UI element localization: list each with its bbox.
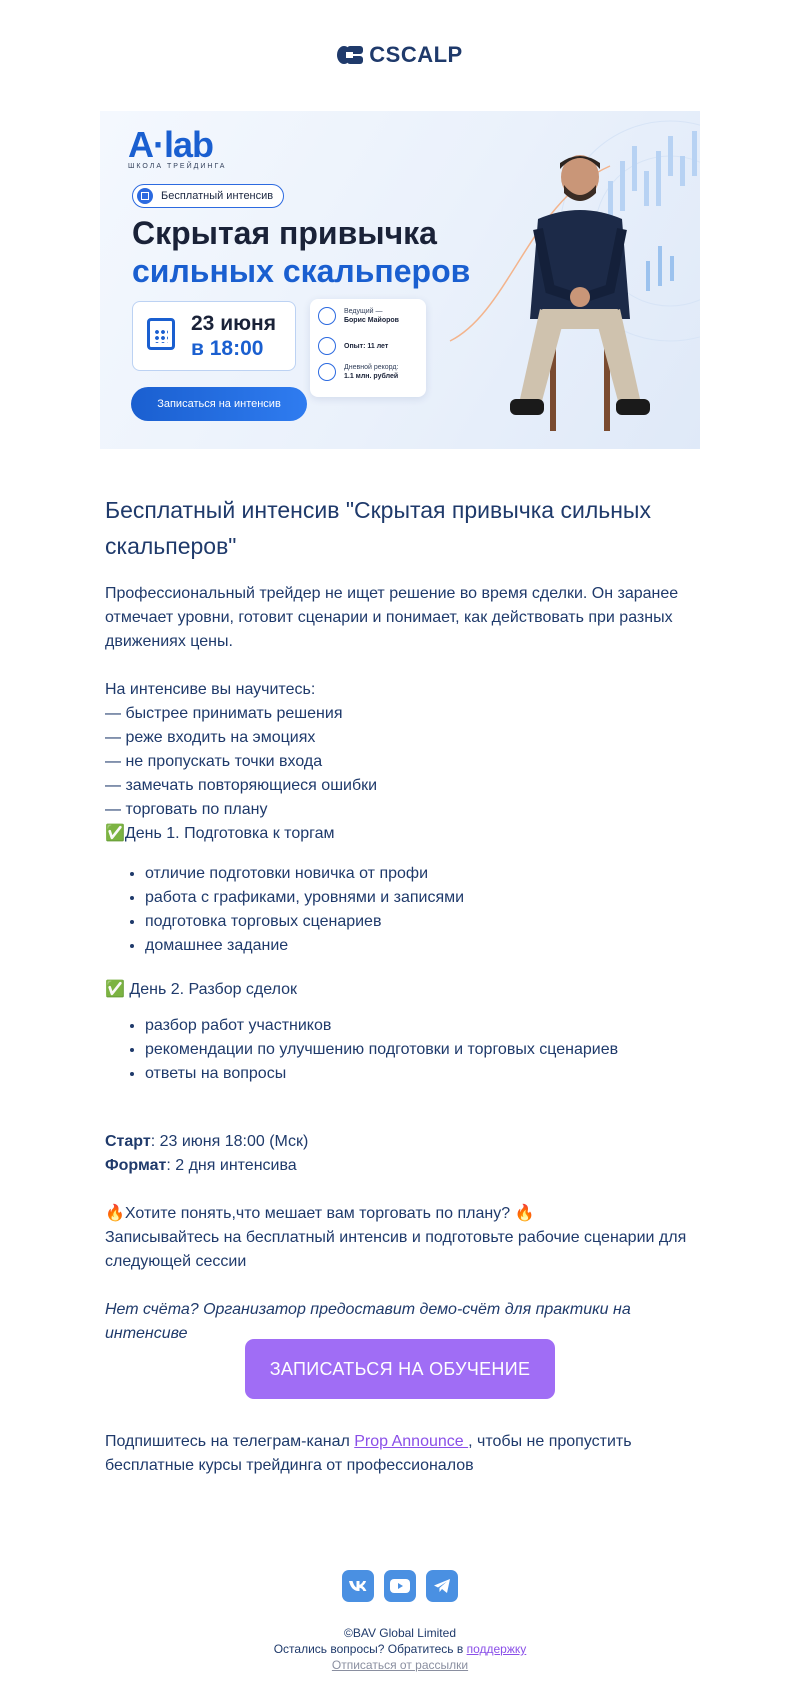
learn-item: — не пропускать точки входа <box>105 753 323 770</box>
prop-announce-link[interactable]: Prop Announce <box>354 1433 469 1450</box>
hook-line: 🔥Хотите понять,что мешает вам торговать по плану? 🔥 <box>105 1205 535 1222</box>
date-card <box>132 301 296 371</box>
trophy-icon <box>318 363 336 381</box>
support-link[interactable]: поддержку <box>466 1642 527 1656</box>
banner-headline-line2: сильных скальперов <box>132 253 471 289</box>
format-line <box>105 1154 705 1178</box>
vk-button[interactable] <box>342 1570 374 1602</box>
host-label: Ведущий — <box>344 308 383 315</box>
day2-item: • разбор работ участников <box>145 1014 705 1038</box>
learn-section <box>105 678 705 846</box>
alab-logo <box>128 124 227 170</box>
alab-logo-text: A·lab <box>128 124 213 165</box>
day2-list <box>105 1014 705 1086</box>
learn-item: — торговать по плану <box>105 801 268 818</box>
start-line <box>105 1130 705 1154</box>
youtube-icon <box>390 1579 410 1593</box>
signup-cta-button[interactable]: ЗАПИСАТЬСЯ НА ОБУЧЕНИЕ <box>245 1339 555 1399</box>
vk-icon <box>348 1579 368 1593</box>
free-intensive-pill <box>132 184 284 208</box>
format-value: : 2 дня интенсива <box>166 1157 297 1174</box>
learn-heading: На интенсиве вы научитесь: <box>105 681 316 698</box>
social-links <box>0 1570 800 1602</box>
day1-heading: ✅День 1. Подготовка к торгам <box>105 825 335 842</box>
telegram-icon <box>433 1578 451 1594</box>
cscalp-logo[interactable] <box>0 42 800 68</box>
host-info-card <box>310 299 426 397</box>
unsubscribe-link[interactable]: Отписаться от рассылки <box>331 1658 469 1672</box>
banner-headline-line1: Скрытая привычка <box>132 215 437 251</box>
record-row <box>318 363 398 381</box>
subscribe-text-before: Подпишитесь на телеграм-канал <box>105 1433 355 1450</box>
copyright: ©BAV Global Limited <box>343 1626 456 1640</box>
promo-banner[interactable] <box>100 111 700 449</box>
record-value: 1.1 млн. рублей <box>344 373 399 380</box>
youtube-button[interactable] <box>384 1570 416 1602</box>
experience-row <box>318 337 388 355</box>
day1-item: • работа с графиками, уровнями и записями <box>145 886 705 910</box>
cscalp-logo-icon <box>337 44 365 66</box>
day1-item: • домашнее задание <box>145 934 705 958</box>
day2-item: • рекомендации по улучшению подготовки и торговых сценариев <box>145 1038 705 1062</box>
user-icon <box>318 307 336 325</box>
calendar-icon <box>147 318 175 350</box>
record-label: Дневной рекорд: <box>344 364 399 371</box>
email-title: Бесплатный интенсив "Скрытая привычка сильных скальперов" <box>105 497 651 559</box>
learn-item: — быстрее принимать решения <box>105 705 343 722</box>
pill-label: Бесплатный интенсив <box>161 190 274 202</box>
day1-list <box>105 862 705 958</box>
subscribe-paragraph <box>105 1430 705 1478</box>
subscribe-text-after: , чтобы не пропустить бесплатные курсы трейдинга от профессионалов <box>105 1433 632 1474</box>
host-name: Борис Майоров <box>344 317 399 324</box>
logo-text: CSCALP <box>369 42 463 67</box>
day1-item: • отличие подготовки новичка от профи <box>145 862 705 886</box>
format-label: Формат <box>105 1157 167 1174</box>
experience-value: Опыт: 11 лет <box>344 342 389 350</box>
footer <box>0 1625 800 1673</box>
banner-signup-button[interactable]: Записаться на интенсив <box>131 387 307 421</box>
date-time: в 18:00 <box>191 337 264 360</box>
telegram-button[interactable] <box>426 1570 458 1602</box>
day2-heading: ✅ День 2. Разбор сделок <box>105 981 298 998</box>
questions-line <box>0 1641 800 1657</box>
learn-item: — замечать повторяющиеся ошибки <box>105 777 378 794</box>
day1-item: • подготовка торговых сценариев <box>145 910 705 934</box>
start-label: Старт <box>105 1133 151 1150</box>
alab-subtitle: ШКОЛА ТРЕЙДИНГА <box>128 163 227 170</box>
bar-chart-icon <box>318 337 336 355</box>
hook-text: Записывайтесь на бесплатный интенсив и подготовьте рабочие сценарии для следующей сессии <box>105 1229 687 1270</box>
learn-item: — реже входить на эмоциях <box>105 729 316 746</box>
host-row <box>318 307 399 325</box>
date-day: 23 июня <box>191 312 276 335</box>
questions-text: Остались вопросы? Обратитесь в <box>273 1642 467 1656</box>
gift-icon <box>137 188 153 204</box>
speaker-photo <box>480 149 670 449</box>
demo-note: Нет счёта? Организатор предоставит демо-счёт для практики на интенсиве <box>105 1301 631 1342</box>
start-value: : 23 июня 18:00 (Мск) <box>150 1133 309 1150</box>
intro-paragraph: Профессиональный трейдер не ищет решение во время сделки. Он заранее отмечает уровни, готовит сценарии и понимает, как действовать при разных движениях цены. <box>105 585 679 650</box>
day2-item: • ответы на вопросы <box>145 1062 705 1086</box>
